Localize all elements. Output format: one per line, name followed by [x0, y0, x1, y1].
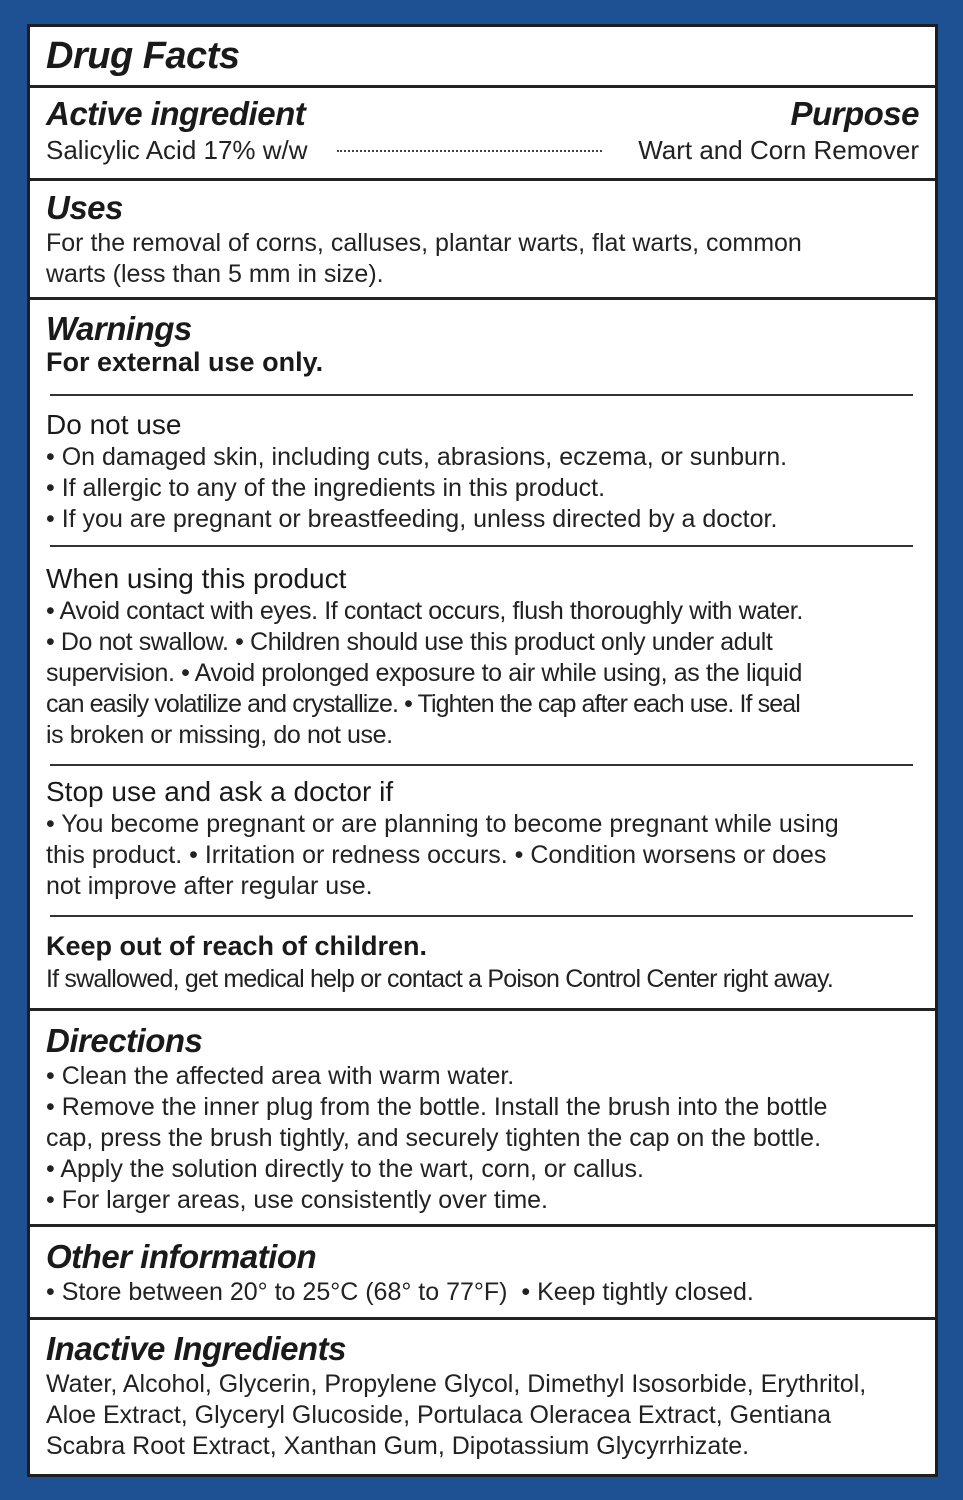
keep-out-text: If swallowed, get medical help or contact a Poison Control Center right away. — [46, 965, 833, 993]
purpose-heading: Purpose — [790, 95, 919, 132]
text-line: supervision. • Avoid prolonged exposure to air while using, as the liquid — [46, 659, 802, 687]
list-item: • If you are pregnant or breastfeeding, unless directed by a doctor. — [46, 504, 913, 535]
list-item: • If allergic to any of the ingredients in this product. — [46, 473, 913, 504]
uses-line: For the removal of corns, calluses, plantar warts, flat warts, common — [46, 229, 802, 257]
divider — [50, 915, 913, 917]
external-use-note: For external use only. — [46, 347, 324, 377]
drug-facts-panel — [27, 24, 938, 1477]
text-line: • Avoid contact with eyes. If contact occurs, flush thoroughly with water. — [46, 597, 803, 625]
stop-use-text — [46, 809, 913, 902]
active-ingredient-value: Salicylic Acid 17% w/w — [46, 135, 308, 165]
divider — [30, 1224, 935, 1227]
divider — [50, 394, 913, 396]
other-information-text: • Store between 20° to 25°C (68° to 77°F) • Keep tightly closed. — [46, 1278, 754, 1306]
divider — [50, 764, 913, 766]
text-line: is broken or missing, do not use. — [46, 721, 393, 749]
uses-heading: Uses — [46, 189, 123, 226]
warnings-heading: Warnings — [46, 310, 192, 347]
divider — [30, 178, 935, 181]
text-line: can easily volatilize and crystallize. • Tighten the cap after each use. If seal — [46, 690, 800, 718]
divider — [30, 85, 935, 88]
divider — [30, 1317, 935, 1320]
when-using-heading: When using this product — [46, 563, 347, 594]
text-line: not improve after regular use. — [46, 872, 373, 900]
text-line: • You become pregnant or are planning to become pregnant while using — [46, 810, 839, 838]
divider — [30, 1008, 935, 1011]
do-not-use-heading: Do not use — [46, 409, 182, 440]
text-line: • Clean the affected area with warm water. — [46, 1062, 515, 1090]
text-line: this product. • Irritation or redness occurs. • Condition worsens or does — [46, 841, 827, 869]
text-line: • Apply the solution directly to the wart, corn, or callus. — [46, 1155, 644, 1183]
divider — [30, 297, 935, 300]
inactive-ingredients-text — [46, 1369, 913, 1462]
stop-use-heading: Stop use and ask a doctor if — [46, 776, 394, 807]
uses-text — [46, 228, 913, 290]
text-line: Water, Alcohol, Glycerin, Propylene Glycol, Dimethyl Isosorbide, Erythritol, — [46, 1370, 867, 1398]
divider — [50, 545, 913, 547]
keep-out-heading: Keep out of reach of children. — [46, 931, 428, 961]
purpose-value: Wart and Corn Remover — [638, 135, 919, 165]
text-line: • Remove the inner plug from the bottle. Install the brush into the bottle — [46, 1093, 828, 1121]
inactive-ingredients-heading: Inactive Ingredients — [46, 1330, 346, 1367]
active-ingredient-heading: Active ingredient — [46, 95, 306, 132]
text-line: Aloe Extract, Glyceryl Glucoside, Portulaca Oleracea Extract, Gentiana — [46, 1401, 832, 1429]
directions-heading: Directions — [46, 1022, 203, 1059]
page-title: Drug Facts — [46, 35, 240, 77]
when-using-text — [46, 596, 913, 751]
text-line: • For larger areas, use consistently over time. — [46, 1186, 549, 1214]
directions-text — [46, 1061, 913, 1216]
text-line: cap, press the brush tightly, and securely tighten the cap on the bottle. — [46, 1124, 822, 1152]
dot-leader — [337, 150, 602, 152]
text-line: • Do not swallow. • Children should use this product only under adult — [46, 628, 773, 656]
list-item: • On damaged skin, including cuts, abrasions, eczema, or sunburn. — [46, 442, 913, 473]
do-not-use-list — [46, 442, 913, 535]
uses-line: warts (less than 5 mm in size). — [46, 260, 384, 288]
other-information-heading: Other information — [46, 1238, 317, 1275]
text-line: Scabra Root Extract, Xanthan Gum, Dipotassium Glycyrrhizate. — [46, 1432, 750, 1460]
